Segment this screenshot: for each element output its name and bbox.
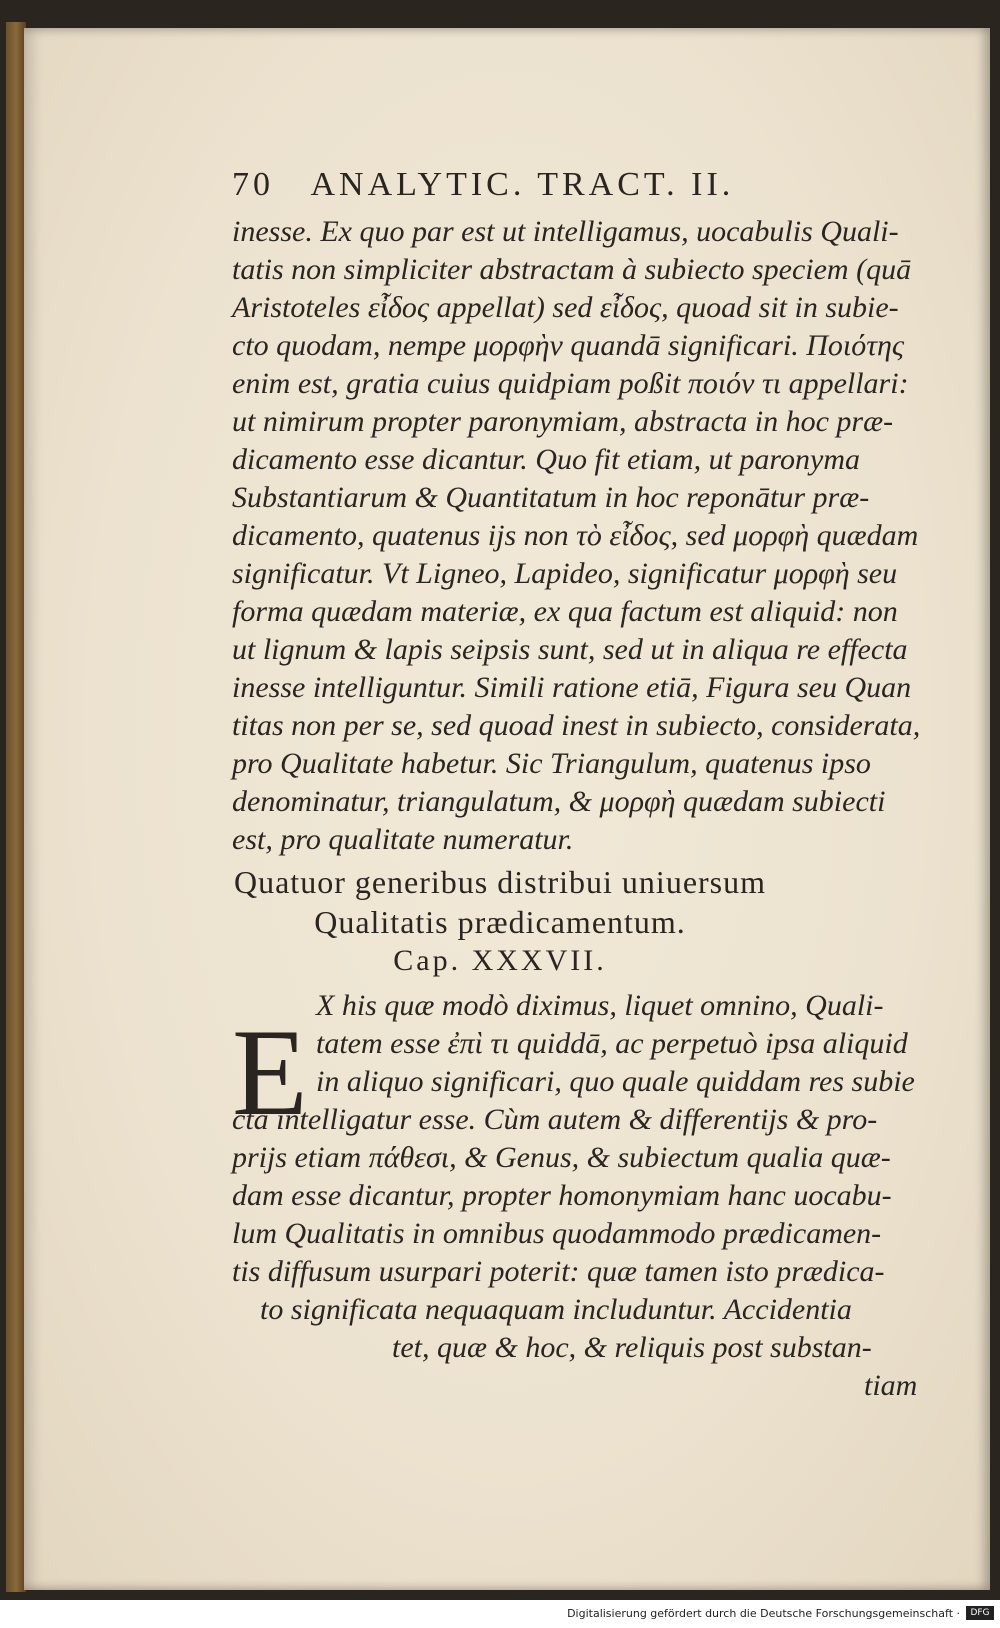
book-spine [6, 22, 26, 1592]
footer-credit: Digitalisierung gefördert durch die Deutsche Forschungsgemeinschaft · [567, 1607, 960, 1620]
text-line: Aristoteles εἶδος appellat) sed εἶδος, quoad sit in subie- [232, 291, 899, 324]
text-line: enim est, gratia cuius quidpiam poßit ποιόν τι appellari: [232, 367, 909, 400]
text-line: cta intelligatur esse. Cùm autem & differentijs & pro- [232, 1103, 878, 1136]
text-line: est, pro qualitate numeratur. [232, 823, 574, 856]
running-header [232, 166, 734, 204]
text-line: tatis non simpliciter abstractam à subiecto speciem (quā [232, 253, 912, 286]
text-line: dicamento, quatenus ijs non τὸ εἶδος, sed μορφὴ quædam [232, 519, 919, 552]
text-line: denominatur, triangulatum, & μορφὴ quædam subiecti [232, 785, 886, 818]
text-line: inesse intelliguntur. Simili ratione etiā, Figura seu Quan [232, 671, 912, 704]
text-line: ut nimirum propter paronymiam, abstracta in hoc præ- [232, 405, 894, 438]
digitization-footer [0, 1600, 1000, 1628]
text-line: X his quæ modò diximus, liquet omnino, Quali- [316, 989, 884, 1022]
text-line: significatur. Vt Ligneo, Lapideo, significatur μορφὴ seu [232, 557, 898, 590]
text-line: Substantiarum & Quantitatum in hoc reponātur præ- [232, 481, 870, 514]
text-line: forma quædam materiæ, ex qua factum est aliquid: non [232, 595, 898, 628]
text-line: inesse. Ex quo par est ut intelligamus, uocabulis Quali- [232, 215, 899, 248]
text-line: tis diffusum usurpari poterit: quæ tamen isto prædica- [232, 1255, 885, 1288]
chapter-number: Cap. XXXVII. [393, 944, 607, 977]
text-line: tatem esse ἐπὶ τι quiddā, ac perpetuò ipsa aliquid [316, 1027, 908, 1060]
text-line: dicamento esse dicantur. Quo fit etiam, ut paronyma [232, 443, 860, 476]
text-line: cto quodam, nempe μορφὴν quandā significari. Ποιότης [232, 329, 904, 362]
text-line: titas non per se, sed quoad inest in subiecto, considerata, [232, 709, 921, 742]
text-line: pro Qualitate habetur. Sic Triangulum, quatenus ipso [232, 747, 871, 780]
text-line: in aliquo significari, quo quale quiddam res subie [316, 1065, 915, 1098]
text-line: to significata nequaquam includuntur. Accidentia [260, 1293, 852, 1326]
text-line: dam esse dicantur, propter homonymiam hanc uocabu- [232, 1179, 892, 1212]
text-line: prijs etiam πάθεσι, & Genus, & subiectum qualia quæ- [232, 1141, 891, 1174]
running-title: ANALYTIC. TRACT. II. [310, 166, 735, 203]
text-line: ut lignum & lapis seipsis sunt, sed ut in aliqua re effecta [232, 633, 908, 666]
text-line: tet, quæ & hoc, & reliquis post substan- [392, 1331, 872, 1364]
text-line: lum Qualitatis in omnibus quodammodo prædicamen- [232, 1217, 882, 1250]
chapter-heading-line: Qualitatis prædicamentum. [314, 904, 686, 940]
drop-cap: E [232, 1004, 308, 1141]
catchword: tiam [864, 1369, 918, 1402]
chapter-heading-line: Quatuor generibus distribui uniuersum [233, 864, 767, 900]
page-number: 70 [232, 166, 274, 203]
dfg-logo: DFG [966, 1606, 994, 1620]
